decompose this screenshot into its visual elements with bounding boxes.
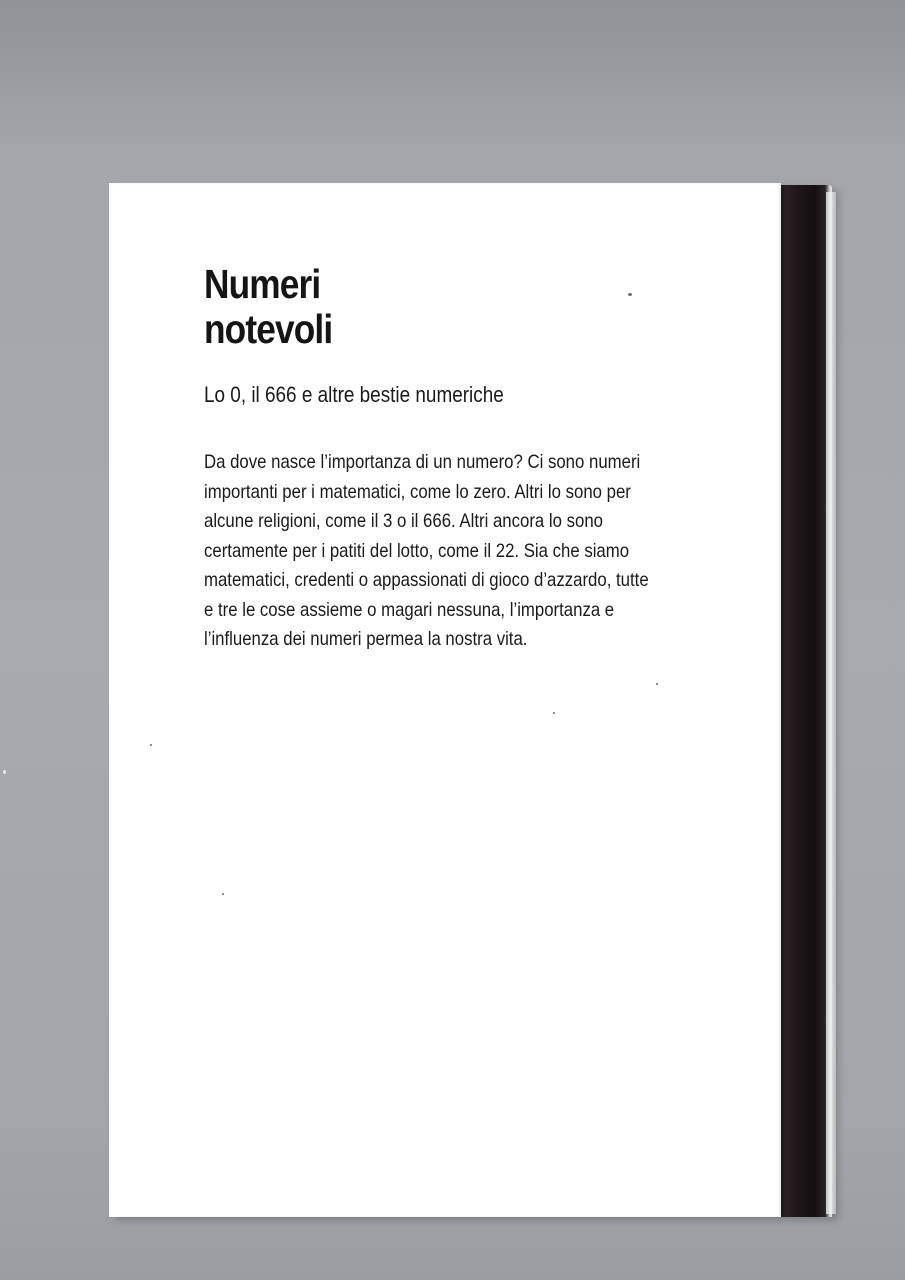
blurb-line: alcune religioni, come il 3 o il 666. Altri ancora lo sono <box>204 510 603 532</box>
book-subtitle: Lo 0, il 666 e altre bestie numeriche <box>204 382 504 407</box>
dust-speck <box>3 770 6 774</box>
blurb-line: l’influenza dei numeri permea la nostra vita. <box>204 628 528 650</box>
dust-speck <box>553 712 555 714</box>
book-title <box>204 262 332 352</box>
blurb-line: importanti per i matematici, come lo zero. Altri lo sono per <box>204 480 631 503</box>
dust-speck <box>150 744 152 746</box>
blurb-line: e tre le cose assieme o magari nessuna, l’importanza e <box>204 598 615 621</box>
book-spine <box>776 185 832 1217</box>
book-title-line: Numeri <box>204 261 321 307</box>
spine-edge <box>826 192 836 1214</box>
blurb-line: matematici, credenti o appassionati di gioco d’azzardo, tutte <box>204 569 649 591</box>
dust-speck <box>628 293 632 296</box>
dust-speck <box>656 683 658 685</box>
book-title-line: notevoli <box>204 306 333 352</box>
dust-speck <box>222 893 224 895</box>
blurb-line: Da dove nasce l’importanza di un numero? Ci sono numeri <box>204 451 641 473</box>
blurb-line: certamente per i patiti del lotto, come il 22. Sia che siamo <box>204 539 630 562</box>
book-blurb <box>204 448 686 655</box>
